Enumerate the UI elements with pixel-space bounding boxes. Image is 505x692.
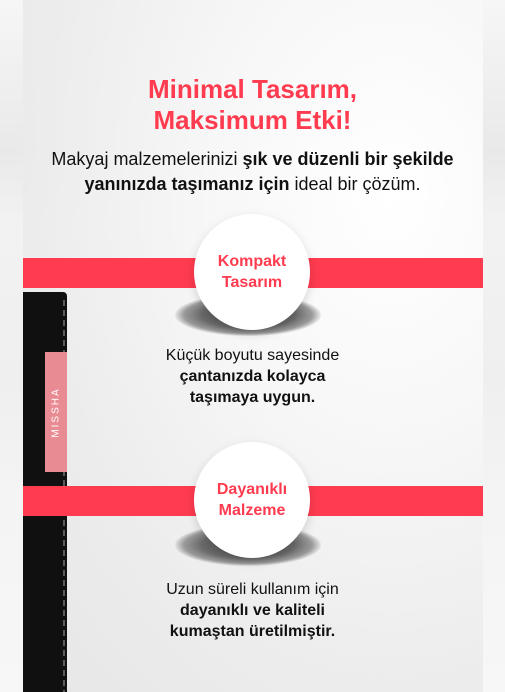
feature-2-desc-line-1: Uzun süreli kullanım için: [166, 581, 339, 598]
bag-brand-text: MISSHA: [50, 386, 62, 438]
feature-1-badge: [194, 214, 310, 330]
headline-line-2: Maksimum Etki!: [153, 105, 352, 135]
feature-1-label-line-2: Tasarım: [221, 274, 283, 291]
feature-2-label-line-2: Malzeme: [218, 502, 286, 519]
subtitle-line-2-bold: yanınızda taşımanız için: [84, 174, 290, 194]
subtitle-line-1-regular: Makyaj malzemelerinizi: [51, 149, 243, 169]
feature-2-label-line-1: Dayanıklı: [216, 481, 288, 498]
feature-1-desc-line-1: Küçük boyutu sayesinde: [165, 347, 340, 364]
headline-line-1: Minimal Tasarım,: [147, 74, 358, 104]
feature-1-desc-line-3-text: taşımaya uygun.: [189, 389, 316, 406]
feature-2-desc-line-3-text: kumaştan üretilmiştir.: [169, 623, 336, 640]
feature-1-desc-line-2: [0, 366, 505, 387]
subtitle-line-1: [0, 147, 505, 172]
feature-2-desc-line-2-text: dayanıklı ve kaliteli: [180, 602, 325, 619]
subtitle-line-1-bold: şık ve düzenli bir şekilde: [242, 149, 454, 169]
subtitle-line-2-regular: ideal bir çözüm.: [289, 174, 421, 194]
feature-1-label-line-1: Kompakt: [217, 253, 287, 270]
feature-1-desc-line-2-text: çantanızda kolayca: [179, 368, 326, 385]
feature-2-desc-line-2: [0, 600, 505, 621]
feature-1-desc-line-3: [0, 387, 505, 408]
feature-2-desc-line-3: [0, 621, 505, 642]
feature-2-badge: [194, 442, 310, 558]
subtitle-line-2: [0, 172, 505, 197]
